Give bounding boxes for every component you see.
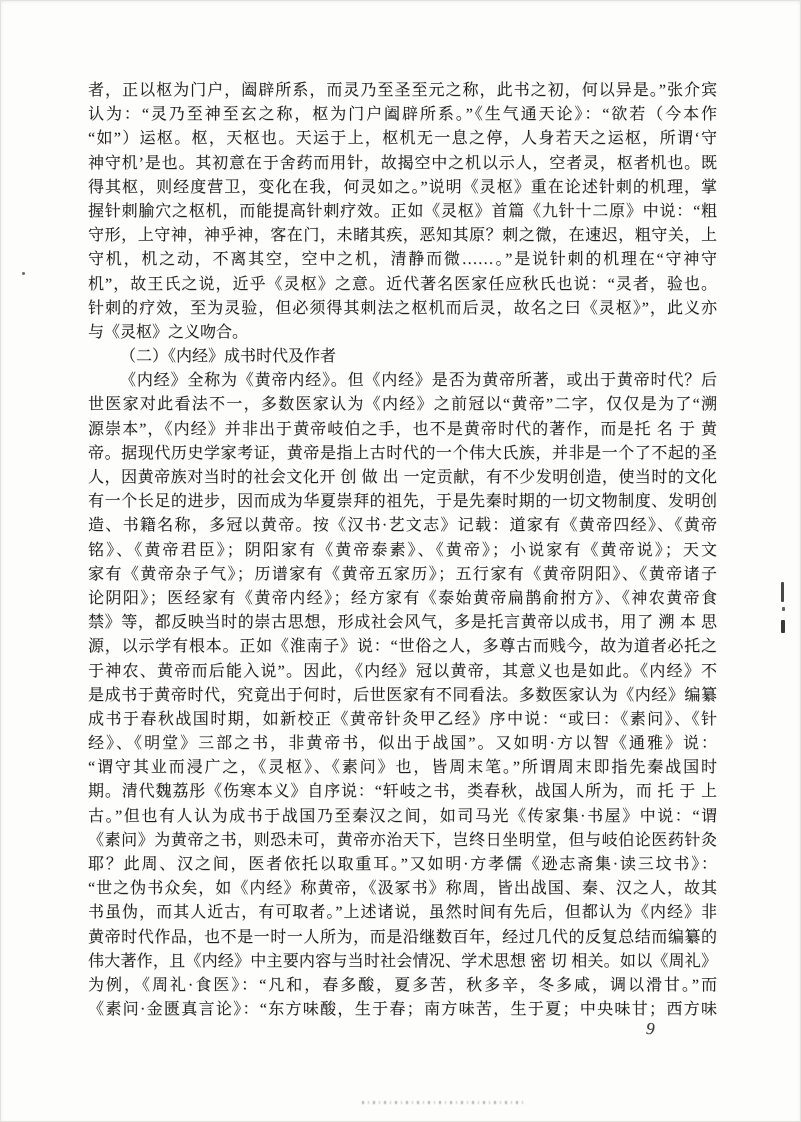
scan-speck-left-margin	[22, 272, 25, 275]
text-line-39: 《素问·金匮真言论》：“东方味酸，生于春；南方味苦，生于夏；中央味甘；西方味	[88, 1001, 717, 1019]
text-line-15: 源崇本”，《内经》并非出于黄帝岐伯之手，也不是黄帝时代的著作，而是托 名 于 黄	[88, 420, 717, 438]
scan-artifact-bottom-dashes	[362, 1101, 527, 1104]
text-line-10: 针刺的疗效，至为灵验，但必须得其刺法之枢机而后灵，故名之曰《灵枢》”，此义亦	[88, 299, 717, 317]
text-line-36: 黄帝时代作品，也不是一时一人所为，而是沿继数百年，经过几代的反复总结而编纂的	[88, 928, 717, 946]
text-line-13: 《内经》全称为《黄帝内经》。但《内经》是否为黄帝所著，或出于黄帝时代？后	[120, 372, 717, 390]
text-line-16: 帝。据现代历史学家考证，黄帝是指上古时代的一个伟大氏族，并非是一个了不起的圣	[88, 444, 717, 462]
text-line-33: 耶？此周、汉之间，医者依托以取重耳。”又如明·方孝儒《逊志斋集·读三坟书》：	[88, 856, 717, 873]
text-block	[88, 79, 717, 1022]
text-line-5: 得其枢，则经度营卫，变化在我，何灵如之。”说明《灵枢》重在论述针刺的机理，掌	[88, 178, 717, 196]
text-line-17: 人，因黄帝族对当时的社会文化开 创 做 出 一定贡献，有不少发明创造，使当时的文化	[88, 469, 717, 486]
text-line-1: 者，正以枢为门户，阖辟所系，而灵乃至圣至元之称，此书之初，何以异是。”张介宾	[88, 82, 717, 99]
text-line-14: 世医家对此看法不一，多数医家认为《内经》之前冠以“黄帝”二字，仅仅是为了“溯	[88, 396, 717, 414]
text-line-34: “世之伪书众矣，如《内经》称黄帝，《汲冢书》称周，皆出战国、秦、汉之人，故其	[88, 880, 717, 898]
text-line-4: 神守机’是也。其初意在于舍药而用针，故揭空中之机以示人，空者灵，枢者机也。既	[88, 154, 717, 172]
text-line-6: 握针刺腧穴之枢机，而能提高针刺疗效。正如《灵枢》首篇《九针十二原》中说：“粗	[88, 202, 717, 220]
text-line-31: 古。”但也有人认为成书于战国乃至秦汉之间，如司马光《传家集·书屋》中说：“谓	[88, 807, 717, 825]
text-line-30: 期。清代魏荔彤《伤寒本义》自序说：“轩岐之书，类春秋，战国人所为，而 托 于 上	[88, 783, 717, 801]
text-line-25: 于神农、黄帝而后能入说”。因此，《内经》冠以黄帝，其意义也是如此。《内经》不	[88, 662, 717, 680]
section-heading: （二）《内经》成书时代及作者	[120, 348, 337, 366]
text-line-32: 《素问》为黄帝之书，则恐未可，黄帝亦治天下，岂终日坐明堂，但与岐伯论医药针灸	[88, 831, 717, 849]
scan-mark-right-edge-1	[781, 582, 784, 602]
text-line-9: 机”，故王氏之说，近乎《灵枢》之意。近代著名医家任应秋氏也说：“灵者，验也。	[88, 275, 717, 293]
text-line-11: 与《灵枢》之义吻合。	[88, 323, 249, 341]
text-line-20: 铭》、《黄帝君臣》；阴阳家有《黄帝泰素》、《黄帝》；小说家有《黄帝说》；天文	[88, 541, 717, 559]
text-line-18: 有一个长足的进步，因而成为华夏崇拜的祖先，于是先秦时期的一切文物制度、发明创	[88, 493, 717, 511]
scan-mark-right-edge-3	[781, 620, 785, 633]
text-line-38: 为例，《周礼·食医》：“凡和，春多酸，夏多苦，秋多辛，冬多咸，调以滑甘。”而	[88, 976, 717, 994]
text-line-3: “如”）运枢。枢，天枢也。天运于上，枢机无一息之停，人身若天之运枢，所谓‘守	[88, 130, 717, 148]
text-line-7: 守形，上守神，神乎神，客在门，未睹其疾，恶知其原？刺之微，在速迟，粗守关，上	[88, 227, 717, 245]
text-line-29: “谓守其业而浸广之，《灵枢》、《素问》也，皆周末笔。”所谓周末即指先秦战国时	[88, 759, 717, 777]
text-line-27: 成书于春秋战国时期，如新校正《黄帝针灸甲乙经》序中说：“或曰：《素问》、《针	[88, 710, 717, 728]
scan-mark-right-edge-2	[782, 607, 785, 611]
text-line-28: 经》、《明堂》三部之书，非黄帝书，似出于战国”。又如明·方以智《通雅》说：	[88, 735, 717, 753]
text-line-26: 是成书于黄帝时代，究竟出于何时，后世医家有不同看法。多数医家认为《内经》编纂	[88, 686, 717, 704]
text-line-23: 禁》等，都反映当时的崇古思想，形成社会风气，多是托言黄帝以成书，用了 溯 本 思	[88, 614, 717, 632]
page-number: 9	[645, 1018, 656, 1039]
text-line-19: 造、书籍名称，多冠以黄帝。按《汉书·艺文志》记载：道家有《黄帝四经》、《黄帝	[88, 517, 717, 535]
text-line-37: 伟大著作，且《内经》中主要内容与当时社会情况、学术思想 密 切 相关。如以《周礼》	[88, 952, 717, 970]
text-line-22: 论阴阳》；医经家有《黄帝内经》；经方家有《泰始黄帝扁鹊俞拊方》、《神农黄帝食	[88, 589, 717, 607]
text-line-8: 守机，机之动，不离其空，空中之机，清静而微……。”是说针刺的机理在“守神守	[88, 251, 717, 269]
text-line-2: 认为：“灵乃至神至玄之称，枢为门户阖辟所系。”《生气通天论》：“欲若（今本作	[88, 106, 717, 124]
text-line-21: 家有《黄帝杂子气》；历谱家有《黄帝五家历》；五行家有《黄帝阴阳》、《黄帝诸子	[88, 565, 717, 583]
text-line-35: 书虽伪，而其人近古，有可取者。”上述诸说，虽然时间有先后，但都认为《内经》非	[88, 904, 717, 922]
text-line-24: 源，以示学有根本。正如《淮南子》说：“世俗之人，多尊古而贱今，故为道者必托之	[88, 638, 717, 656]
